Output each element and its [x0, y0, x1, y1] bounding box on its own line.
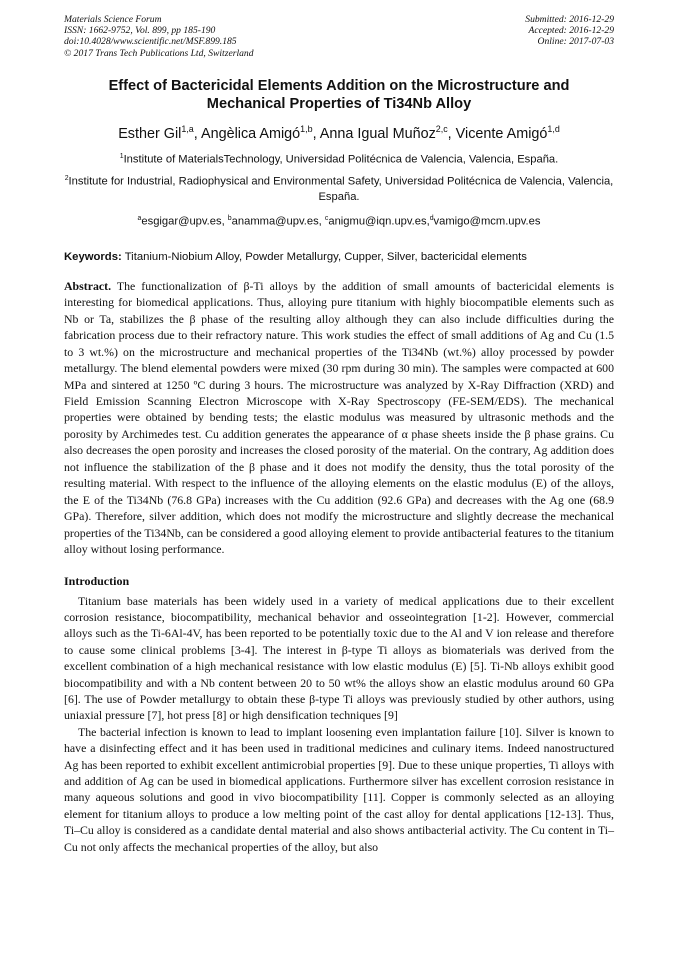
paper-title-line: Mechanical Properties of Ti34Nb Alloy	[206, 96, 472, 113]
keywords	[64, 250, 614, 265]
email-mark: d	[429, 215, 434, 223]
author-emails	[64, 211, 614, 230]
author-name: Anna Igual Muñoz	[319, 125, 436, 142]
affiliation-text: Institute for Industrial, Radiophysical and Environmental Safety, Universidad Politécnica de Valencia, Valencia, España.	[68, 176, 614, 204]
email-mark: c	[324, 215, 329, 223]
affiliation-text: Institute of MaterialsTechnology, Universidad Politécnica de Valencia, Valencia, España.	[123, 153, 559, 166]
email-address[interactable]: anigmu@iqn.upv.es,	[328, 215, 430, 228]
body-paragraph: Titanium base materials has been widely used in a variety of medical applications due to their excellent corrosion resistance, biocompatibility, mechanical behavior and osseointegration [1-2]. However, commercial alloys such as the Ti-6Al-4V, has been reported to be potentially toxic due to the Al and V ion release and therefore to cause some clinical problems [3-4]. The interest in β-type Ti alloys as biomaterials was derived from the excellent combination of a high mechanical resistance with low elastic modulus (E) [5]. Ti-Nb alloys exhibit good biocompatibility and with a Nb content between 20 to 50 wt% the alloys show an elastic modulus around 60 GPa [6]. The use of Powder metallurgy to obtain these β-type Ti alloys was previously studied by other authors, using uniaxial pressure [7], hot press [8] or high densification techniques [9]	[64, 593, 614, 723]
email-address[interactable]: vamigo@mcm.upv.es	[433, 215, 541, 228]
journal-issn: ISSN: 1662-9752, Vol. 899, pp 185-190	[64, 25, 216, 37]
author-affiliation-mark: 1,a	[181, 123, 194, 134]
affiliation	[64, 171, 614, 205]
section-heading-introduction: Introduction	[64, 573, 130, 588]
email-separator: ,	[318, 215, 325, 228]
author-affiliation-mark: 1,b	[300, 123, 313, 134]
journal-info	[64, 14, 254, 59]
email-mark: b	[227, 215, 232, 223]
accepted-date: Accepted: 2016-12-29	[528, 25, 614, 37]
author-list	[64, 120, 614, 143]
journal-copyright: © 2017 Trans Tech Publications Ltd, Switzerland	[64, 47, 254, 59]
author-name: Vicente Amigó	[455, 125, 548, 142]
journal-name: Materials Science Forum	[64, 14, 162, 25]
author-separator: ,	[312, 125, 320, 142]
email-mark: a	[137, 215, 142, 223]
affiliation-mark: 1	[119, 152, 124, 160]
submission-dates	[525, 14, 614, 59]
journal-doi: doi:10.4028/www.scientific.net/MSF.899.185	[64, 36, 237, 48]
author-name: Angèlica Amigó	[200, 125, 301, 142]
journal-header	[64, 14, 614, 59]
body-paragraph: The bacterial infection is known to lead to implant loosening even implantation failure [10]. Silver is known to have a disinfecting effect and it has been used in traditional medicines and culinary items. Indeed nanostructured Ag has been reported to exhibit excellent antimicrobial properties [9]. Due to these unique properties, Ti alloys with and addition of Ag can be used in biomedical applications. Furthermore silver has excellent corrosion resistance in many aqueous solutions and good in vivo biocompatibility [11]. Copper is commonly selected as an alloying element for titanium alloys to produce a low melting point of the cast alloy for dental applications [12-13]. Thus, Ti–Cu alloy is considered as a candidate dental material and also shows antibacterial activity. The Cu content in Ti–Cu not only affects the mechanical properties of the alloy, but also	[64, 724, 614, 854]
keywords-text: Titanium-Niobium Alloy, Powder Metallurgy, Cupper, Silver, bactericidal elements	[121, 250, 527, 263]
email-separator: ,	[221, 215, 228, 228]
author-name: Esther Gil	[118, 125, 182, 142]
abstract-text: The functionalization of β-Ti alloys by the addition of small amounts of bactericidal elements is interesting for biomedical applications. Thus, alloying pure titanium with highly biocompatible elements such as Nb or Ta, stabilizes the β phase of the resulting alloy although they can also include difficulties during the fabrication process due to their refractory nature. This work studies the effect of small additions of Ag and Cu (1.5 to 3 wt.%) on the microstructure and mechanical properties of the Ti34Nb (wt.%) alloy processed by powder metallurgy. The blend elemental powders were mixed (30 rpm during 30 min). The samples were compacted at 600 MPa and sintered at 1250 ºC during 3 hours. The microstructure was analyzed by X-Ray Diffraction (XRD) and Field Emission Scanning Electron Microscope with X-Ray Spectroscopy (FE-SEM/EDS). The mechanical properties were obtained by bending tests; the elastic modulus was measured by ultrasonic methods and the porosity by Archimedes test. Cu addition generates the appearance of α phase sheets inside the β phase grains. Cu also decreases the open porosity and increases the closed porosity of the material. On the contrary, Ag addition does not influence the stabilization of the β phase and it does not modify the density, thus the total porosity of the resulting material. With respect to the influence of the alloying elements on the elastic modulus (E) of the alloys, the E of the Ti34Nb (76.8 GPa) increases with the Cu addition (92.6 GPa) and decreases with the Ag one (68.9 GPa). Therefore, silver addition, which does not modify the microstructure and slightly decrease the mechanical properties of the Ti34Nb, can be considered a good alloying element to provide antibacterial features to the titanium alloy without losing performance.	[64, 278, 614, 557]
affiliation	[64, 149, 614, 168]
abstract-label: Abstract.	[64, 278, 112, 293]
author-affiliation-mark: 2,c	[435, 123, 448, 134]
paper-title	[64, 77, 614, 114]
paper-title-line: Effect of Bactericidal Elements Addition on the Microstructure and	[108, 77, 570, 94]
email-address[interactable]: esgigar@upv.es	[141, 215, 222, 228]
affiliation-mark: 2	[64, 175, 69, 183]
email-address[interactable]: anamma@upv.es	[231, 215, 319, 228]
author-affiliation-mark: 1,d	[547, 123, 560, 134]
author-separator: ,	[447, 125, 456, 142]
submitted-date: Submitted: 2016-12-29	[525, 14, 614, 25]
abstract	[64, 278, 614, 558]
author-separator: ,	[193, 125, 201, 142]
keywords-label: Keywords:	[64, 250, 122, 263]
online-date: Online: 2017-07-03	[537, 36, 614, 48]
